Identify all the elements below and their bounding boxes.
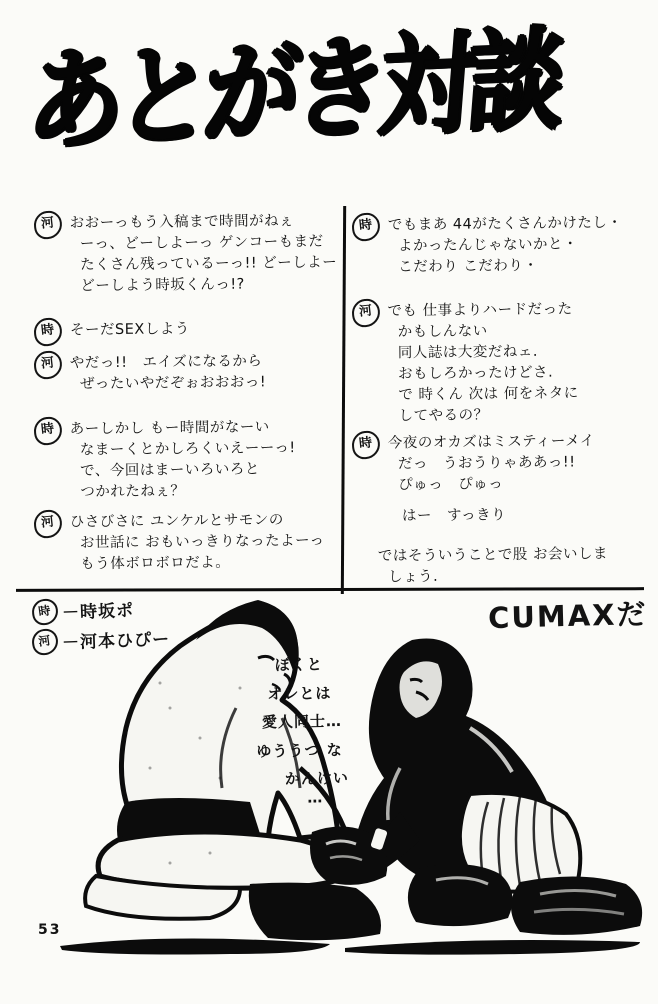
speaker-kawa-icon: 河 (33, 210, 64, 241)
dialogue-line: ーっ、どーしよーっ ゲンコーもまだ (79, 233, 324, 253)
legend-separator: － (61, 602, 81, 624)
dialogue-line: … (307, 787, 324, 807)
legend-name: 河本ひぴー (79, 629, 171, 653)
dialogue-line: たくさん残っているーっ!! どーしよー (80, 254, 338, 274)
dialogue-line: かんけい (284, 768, 350, 788)
wrestlers-photo (0, 588, 658, 1000)
dialogue-line: しょう. (388, 568, 439, 586)
dialogue-line: してやるの？ (398, 407, 489, 425)
dialogue-line: こだわり こだわり・ (398, 257, 539, 276)
dialogue-text (378, 544, 652, 589)
dialogue-block (34, 319, 340, 340)
dialogue-block (352, 214, 648, 277)
ground-shadow (60, 938, 330, 954)
speaker-toki-icon: 時 (33, 317, 64, 348)
dialogue-line: でも 仕事よりハードだった (387, 301, 573, 320)
speaker-toki-icon: 時 (30, 597, 59, 626)
dialogue-text (388, 213, 649, 279)
dialogue-line: ぴゅっ ぴゅっ (398, 476, 504, 494)
dialogue-line: そーだSEXしよう (69, 321, 190, 339)
clasped-hands (310, 826, 389, 885)
dialogue-block (34, 212, 340, 296)
dialogue-line: おおーっもう入稿まで時間がねぇ (69, 213, 295, 232)
dialogue-line: お世話に おもいっきりなったよーっ (79, 532, 325, 552)
page-title: あとがき対談 (23, 14, 562, 167)
dialogue-line: やだっ!! エイズになるから (69, 353, 263, 372)
column-divider (341, 206, 346, 594)
dialogue-line: で、今回はまーいろいろと (80, 461, 260, 480)
dialogue-text (70, 417, 341, 504)
dialogue-line: オレとは (267, 683, 332, 703)
dialogue-line: でもまあ 44がたくさんかけたし・ (387, 214, 623, 234)
dialogue-line: あーしかし もー時間がなーい (69, 419, 270, 438)
dialogue-text (70, 510, 341, 576)
dialogue-block (34, 352, 340, 394)
dialogue-line: 愛人同士… (261, 711, 343, 732)
speaker-kawa-icon: 河 (30, 627, 59, 656)
dialogue-text (70, 318, 340, 342)
speaker-toki-icon: 時 (351, 430, 382, 461)
dialogue-line: はー すっきり (401, 507, 507, 525)
dialogue-line: で 時くん 次は 何をネタに (398, 385, 579, 404)
dialogue-text (388, 431, 649, 497)
dialogue-line: ぼくと (274, 655, 324, 675)
dialogue-line: ぜったいやだぞぉおおおっ! (80, 374, 267, 393)
legend-separator: － (61, 632, 81, 654)
dialogue-text (387, 299, 648, 428)
dialogue-line: ゆううつ な (256, 740, 343, 760)
dialogue-text (70, 211, 341, 298)
dialogue-text (402, 504, 648, 528)
dialogue-line: つかれたねぇ？ (80, 483, 186, 501)
photo-caption (256, 649, 408, 807)
dialogue-block (352, 505, 648, 526)
speaker-toki-icon: 時 (33, 416, 64, 447)
speaker-kawa-icon: 河 (351, 298, 382, 329)
page-number: 53 (38, 922, 62, 938)
dialogue-block (352, 432, 648, 495)
dialogue-text (70, 351, 340, 396)
dialogue-block (34, 511, 340, 574)
dialogue-line: かもしんない (397, 323, 488, 341)
dialogue-line: ひさびさに ユンケルとサモンの (69, 512, 284, 531)
dialogue-block (352, 300, 648, 426)
dialogue-line: ではそういうことで股 お会いしま (377, 546, 609, 565)
dialogue-line: おもしろかったけどさ. (398, 364, 554, 383)
legend-name: 時坂ポ (79, 600, 135, 623)
dialogue-line: 今夜のオカズはミスティーメイ (387, 433, 595, 452)
dialogue-line: 同人誌は大変だねェ. (397, 343, 539, 362)
speaker-kawa-icon: 河 (33, 509, 64, 540)
speaker-toki-icon: 時 (351, 212, 382, 243)
dialogue-line: どーしよう時坂くんっ!? (80, 276, 245, 295)
climax-caption: CUMAXだ (487, 596, 648, 636)
dialogue-block (34, 418, 340, 502)
dialogue-line: よかったんじゃないかと・ (397, 236, 579, 255)
speaker-kawa-icon: 河 (33, 350, 64, 381)
dialogue-line: だっ うおうりゃああっ!! (397, 454, 576, 473)
dialogue-block (352, 545, 652, 587)
dialogue-line: なまーくとかしろくいえーーっ! (79, 440, 296, 459)
dialogue-line: もう体ボロボロだよ。 (80, 554, 231, 573)
ground-shadow (345, 940, 640, 955)
